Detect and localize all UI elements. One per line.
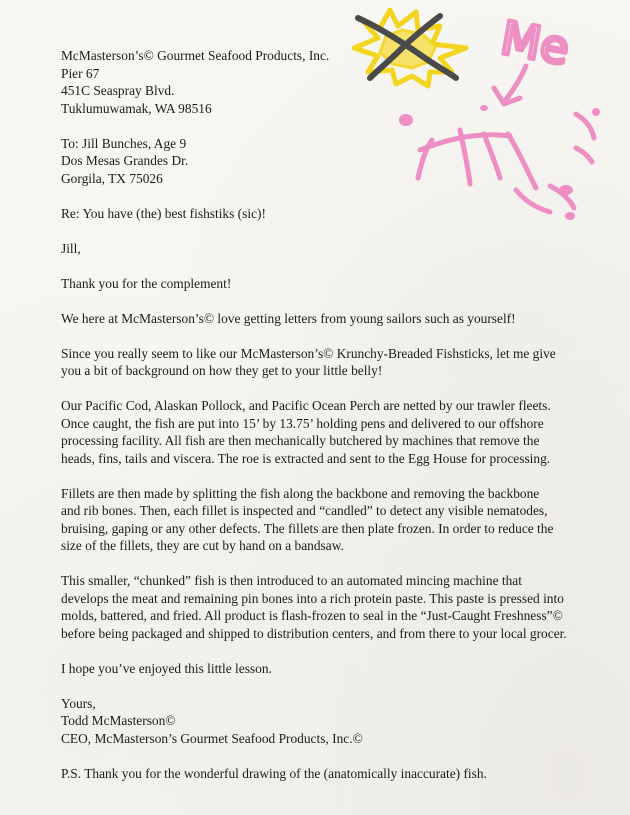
- subject-line: [61, 205, 616, 223]
- paragraph-line: Since you really seem to like our McMasterson’s© Krunchy-Breaded Fishsticks, let me give: [61, 345, 556, 361]
- paragraph-5: [61, 485, 616, 555]
- handwritten-me: Me: [496, 10, 574, 76]
- paragraph-line: We here at McMasterson’s© love getting letters from young sailors such as yourself!: [61, 310, 516, 326]
- paragraph-line: heads, fins, tails and viscera. The roe is extracted and sent to the Egg House for processing.: [61, 450, 551, 466]
- subject-text: Re: You have (the) best fishstiks (sic)!: [61, 205, 266, 221]
- recipient-street: Dos Mesas Grandes Dr.: [61, 153, 189, 168]
- paragraph-line: develops the meat and remaining pin bones into a rich protein paste. This paste is pressed into: [61, 590, 564, 606]
- paragraph-7: [61, 660, 616, 678]
- salutation-text: Jill,: [61, 240, 81, 256]
- sender-address: [61, 47, 616, 117]
- paragraph-line: size of the fillets, they are cut by hand on a bandsaw.: [61, 538, 344, 553]
- signature-name: Todd McMasterson©: [61, 713, 176, 728]
- paragraph-line: This smaller, “chunked” fish is then introduced to an automated mincing machine that: [61, 573, 522, 588]
- paragraph-line: and rib bones. Then, each fillet is inspected and “candled” to detect any visible nematodes,: [61, 503, 548, 518]
- paragraph-line: Fillets are then made by splitting the fish along the backbone and removing the backbone: [61, 485, 540, 501]
- recipient-to: To: Jill Bunches, Age 9: [61, 135, 187, 151]
- closing: [61, 695, 616, 748]
- postscript: [61, 765, 616, 783]
- postscript-text: P.S. Thank you for the wonderful drawing of the (anatomically inaccurate) fish.: [61, 765, 487, 781]
- sender-city: Tuklumuwamak, WA 98516: [61, 100, 212, 116]
- closing-yours: Yours,: [61, 695, 96, 711]
- recipient-address: [61, 135, 616, 188]
- paragraph-1: [61, 275, 616, 293]
- sender-pier: Pier 67: [61, 65, 100, 81]
- paragraph-line: Our Pacific Cod, Alaskan Pollock, and Pacific Ocean Perch are netted by our trawler fleets.: [61, 398, 551, 413]
- paragraph-4: [61, 397, 616, 467]
- paragraph-line: Thank you for the complement!: [61, 275, 232, 291]
- salutation: [61, 240, 616, 258]
- paragraph-line: bruising, gaping or any other defects. The fillets are then plate frozen. In order to reduce the: [61, 520, 554, 536]
- paragraph-line: before being packaged and shipped to distribution centers, and from there to your local grocer.: [61, 625, 567, 641]
- paragraph-line: you a bit of background on how they get to your little belly!: [61, 363, 383, 378]
- paragraph-line: Once caught, the fish are put into 15’ by 13.75’ holding pens and delivered to our offshore: [61, 415, 544, 431]
- paragraph-6: [61, 572, 616, 642]
- signature-title: CEO, McMasterson’s Gourmet Seafood Products, Inc.©: [61, 730, 363, 746]
- paragraph-line: molds, battered, and fried. All product is flash-frozen to seal in the “Just-Caught Freshness”©: [61, 608, 563, 623]
- sender-street: 451C Seaspray Blvd.: [61, 83, 175, 98]
- sender-company: McMasterson’s© Gourmet Seafood Products, Inc.: [61, 48, 330, 63]
- recipient-city: Gorgila, TX 75026: [61, 170, 163, 186]
- paragraph-2: [61, 310, 616, 328]
- letter-body: [61, 47, 616, 800]
- paragraph-line: processing facility. All fish are then mechanically butchered by machines that remove the: [61, 433, 540, 448]
- paragraph-3: [61, 345, 616, 380]
- paragraph-line: I hope you’ve enjoyed this little lesson.: [61, 660, 272, 676]
